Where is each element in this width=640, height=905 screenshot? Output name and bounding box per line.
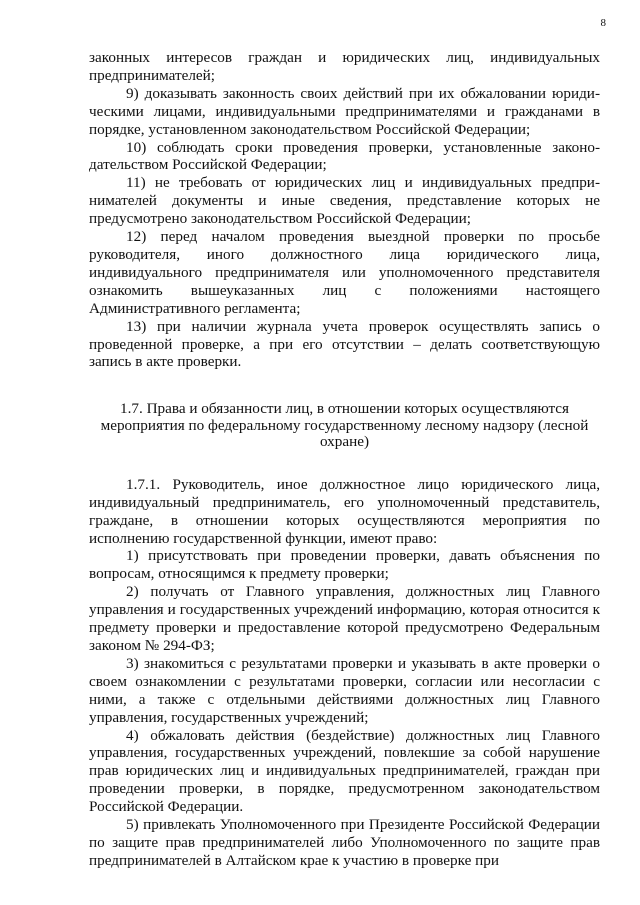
rights-item-1: 1) присутствовать при проведении проверки, давать объяснения по вопросам, относящимся к предмету проверки;	[89, 547, 600, 583]
rights-item-2: 2) получать от Главного управления, должностных лиц Главного управления и государственных учреждений информацию, которая относится к предмету проверки и предоставление которой предусмотрено Федеральным законом № 294-ФЗ;	[89, 583, 600, 654]
rights-item-5: 5) привлекать Уполномоченного при Президенте Российской Федерации по защите прав предпринимателей либо Уполномоченного по защите прав предпринимателей в Алтайском крае к участию в проверке при	[89, 816, 600, 869]
clause-1-7-1: 1.7.1. Руководитель, иное должностное лицо юридического лица, индивидуальный предприниматель, его уполномоченный представитель, граждане, в отношении которых осуществляются мероприятия по исполнению государственной функции, имеют право:	[89, 475, 600, 547]
list-item-10: 10) соблюдать сроки проведения проверки, установленные законодательством Российской Федерации;	[89, 138, 600, 174]
section-heading: 1.7. Права и обязанности лиц, в отношении которых осуществляются мероприятия по федеральному государственному лесному надзору (лесной охране)	[100, 400, 589, 451]
rights-item-4: 4) обжаловать действия (бездействие) должностных лиц Главного управления, государственных учреждений, повлекшие за собой нарушение прав юридических лиц и индивидуальных предпринимателей, граждан при проведении проверки, в порядке, предусмотренном законодательством Российской Федерации.	[89, 726, 600, 816]
list-item-9: 9) доказывать законность своих действий при их обжаловании юридическими лицами, индивидуальными предпринимателями и гражданами в порядке, установленном законодательством Российской Федерации;	[89, 84, 600, 138]
document-body	[89, 49, 600, 870]
page-number: 8	[600, 17, 606, 29]
list-item-11: 11) не требовать от юридических лиц и индивидуальных предпринимателей документы и иные сведения, представление которых не предусмотрено законодательством Российской Федерации;	[89, 174, 600, 228]
list-item-13: 13) при наличии журнала учета проверок осуществлять запись о проведенной проверке, а при его отсутствии – делать соответствующую запись в акте проверки.	[89, 317, 600, 371]
rights-item-3: 3) знакомиться с результатами проверки и указывать в акте проверки о своем ознакомлении с результатами проверки, согласии или несогласии с ними, а также с отдельными действиями должностных лиц Главного управления, государственных учреждений;	[89, 654, 600, 726]
paragraph-continuation: законных интересов граждан и юридических лиц, индивидуальных предпринимателей;	[89, 49, 600, 84]
list-item-12: 12) перед началом проведения выездной проверки по просьбе руководителя, иного должностного лица юридического лица, индивидуального предпринимателя или уполномоченного представителя ознакомить вышеуказанных лиц с положениями настоящего Административного регламента;	[89, 228, 600, 317]
